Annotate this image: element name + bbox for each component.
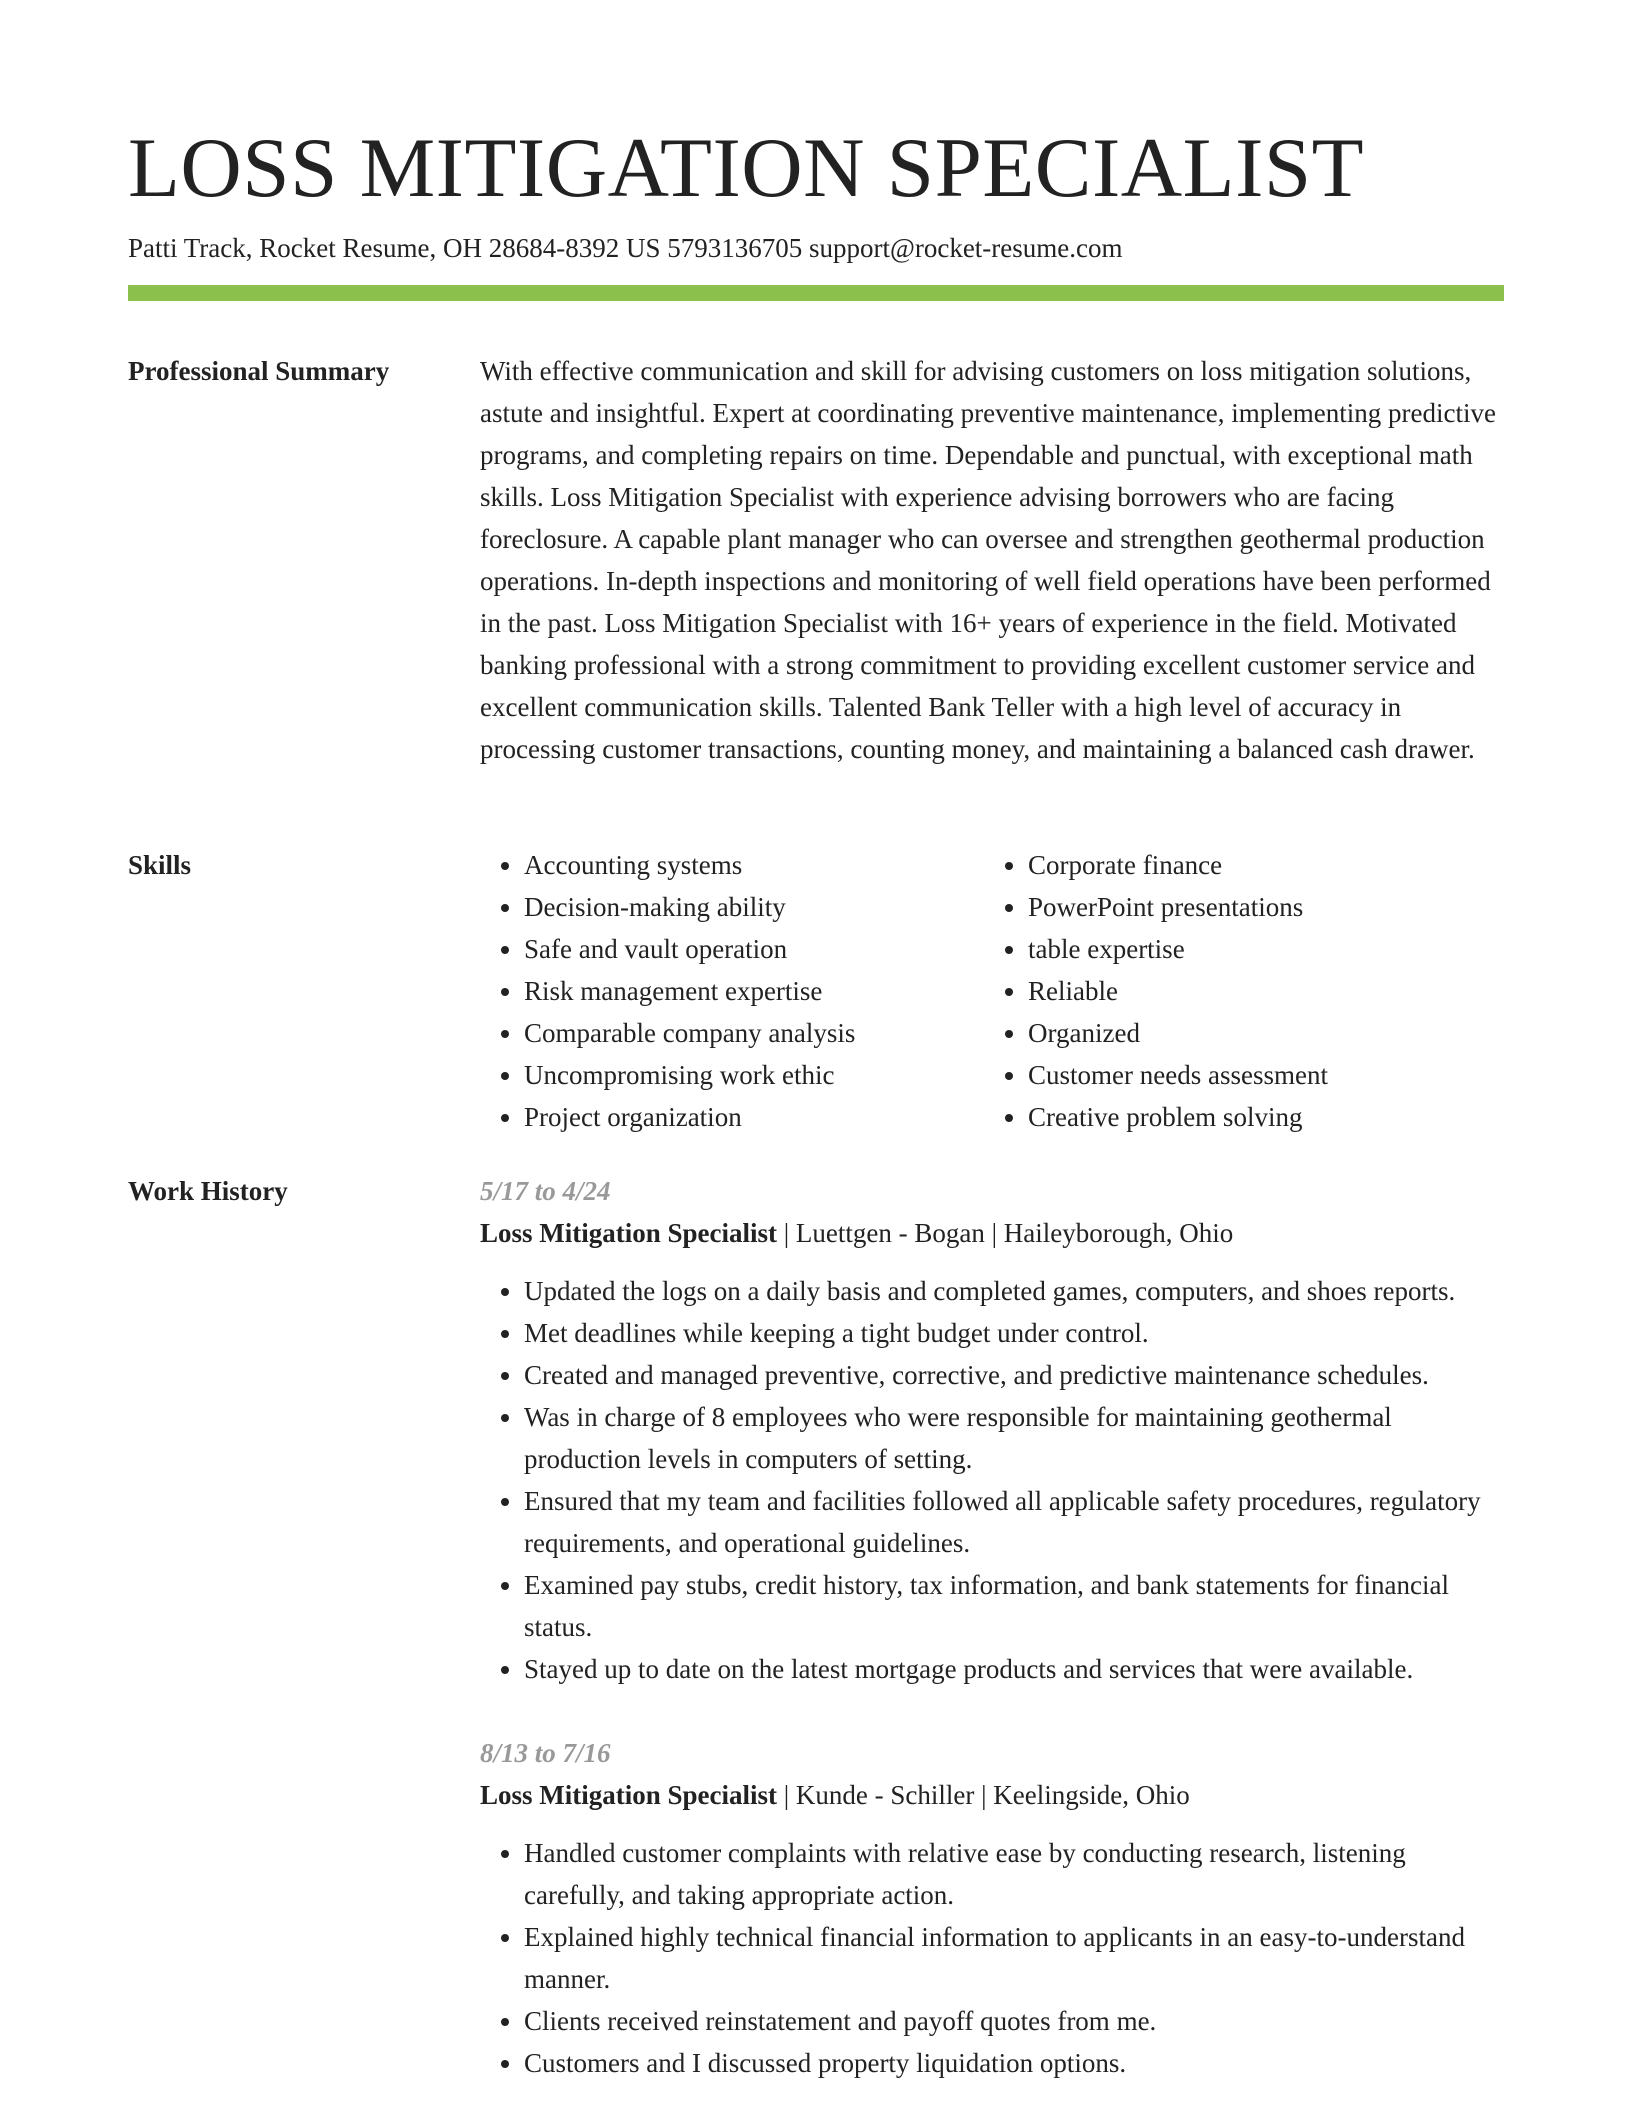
skill-item: • table expertise [1028, 928, 1488, 970]
skill-item: • Safe and vault operation [524, 928, 984, 970]
contact-line: Patti Track, Rocket Resume, OH 28684-8392 US 5793136705 support@rocket-resume.com [128, 233, 1123, 263]
accent-divider [128, 285, 1504, 301]
skills-heading: Skills [128, 850, 192, 880]
skill-item: • Project organization [524, 1096, 984, 1138]
job-bullet: • Created and managed preventive, corrective, and predictive maintenance schedules. [524, 1354, 1504, 1396]
skill-item: • Accounting systems [524, 844, 984, 886]
job-bullet: • Updated the logs on a daily basis and completed games, computers, and shoes reports. [524, 1270, 1504, 1312]
job-bullet: • Customers and I discussed property liquidation options. [524, 2042, 1504, 2084]
skills-list-left [480, 844, 984, 1138]
summary-heading: Professional Summary [128, 356, 390, 386]
skill-item: • PowerPoint presentations [1028, 886, 1488, 928]
work-history-heading: Work History [128, 1176, 288, 1206]
summary-text: With effective communication and skill for advising customers on loss mitigation solutions, astute and insightful. Expert at coordinating preventive maintenance, implementing predictive programs, and completing repairs on time. Dependable and punctual, with exceptional math skills. Loss Mitigation Specialist with experience advising borrowers who are facing foreclosure. A capable plant manager who can oversee and strengthen geothermal production operations. In-depth inspections and monitoring of well field operations have been performed in the past. Loss Mitigation Specialist with 16+ years of experience in the field. Motivated banking professional with a strong commitment to providing excellent customer service and excellent communication skills. Talented Bank Teller with a high level of accuracy in processing customer transactions, counting money, and maintaining a balanced cash drawer. [480, 356, 1496, 764]
work-history-section [480, 1170, 1504, 2126]
job-employer-location: | Kunde - Schiller | Keelingside, Ohio [777, 1780, 1190, 1810]
skills-list-right [984, 844, 1488, 1138]
skills-column-left [480, 844, 984, 1138]
skill-item: • Customer needs assessment [1028, 1054, 1488, 1096]
job-bullet: • Stayed up to date on the latest mortgage products and services that were available. [524, 1648, 1504, 1690]
skill-item: • Risk management expertise [524, 970, 984, 1012]
job-bullet: • Was in charge of 8 employees who were responsible for maintaining geothermal production levels in computers of setting. [524, 1396, 1504, 1480]
job-bullet: • Clients received reinstatement and payoff quotes from me. [524, 2000, 1504, 2042]
job-bullet: • Met deadlines while keeping a tight budget under control. [524, 1312, 1504, 1354]
job-bullet: • Explained highly technical financial information to applicants in an easy-to-understand manner. [524, 1916, 1504, 2000]
job-dates: 5/17 to 4/24 [480, 1176, 611, 1206]
skill-item: • Corporate finance [1028, 844, 1488, 886]
job-bullets [480, 1270, 1504, 1690]
skills-column-right [984, 844, 1488, 1138]
job-dates: 8/13 to 7/16 [480, 1738, 611, 1768]
skill-item: • Creative problem solving [1028, 1096, 1488, 1138]
job-employer-location: | Luettgen - Bogan | Haileyborough, Ohio [777, 1218, 1234, 1248]
job-bullet: • Ensured that my team and facilities followed all applicable safety procedures, regulatory requirements, and operational guidelines. [524, 1480, 1504, 1564]
job-bullet: • Examined pay stubs, credit history, tax information, and bank statements for financial status. [524, 1564, 1504, 1648]
job-bullets [480, 1832, 1504, 2084]
skill-item: • Decision-making ability [524, 886, 984, 928]
summary-section [480, 350, 1504, 770]
resume-title: LOSS MITIGATION SPECIALIST [128, 121, 1365, 215]
job-entry [480, 1732, 1504, 2084]
job-header [480, 1212, 1504, 1254]
job-header [480, 1774, 1504, 1816]
skill-item: • Comparable company analysis [524, 1012, 984, 1054]
skill-item: • Organized [1028, 1012, 1488, 1054]
job-title: Loss Mitigation Specialist [480, 1218, 778, 1248]
skill-item: • Reliable [1028, 970, 1488, 1012]
skill-item: • Uncompromising work ethic [524, 1054, 984, 1096]
job-entry [480, 1170, 1504, 1690]
job-bullet: • Handled customer complaints with relative ease by conducting research, listening carefully, and taking appropriate action. [524, 1832, 1504, 1916]
job-title: Loss Mitigation Specialist [480, 1780, 778, 1810]
